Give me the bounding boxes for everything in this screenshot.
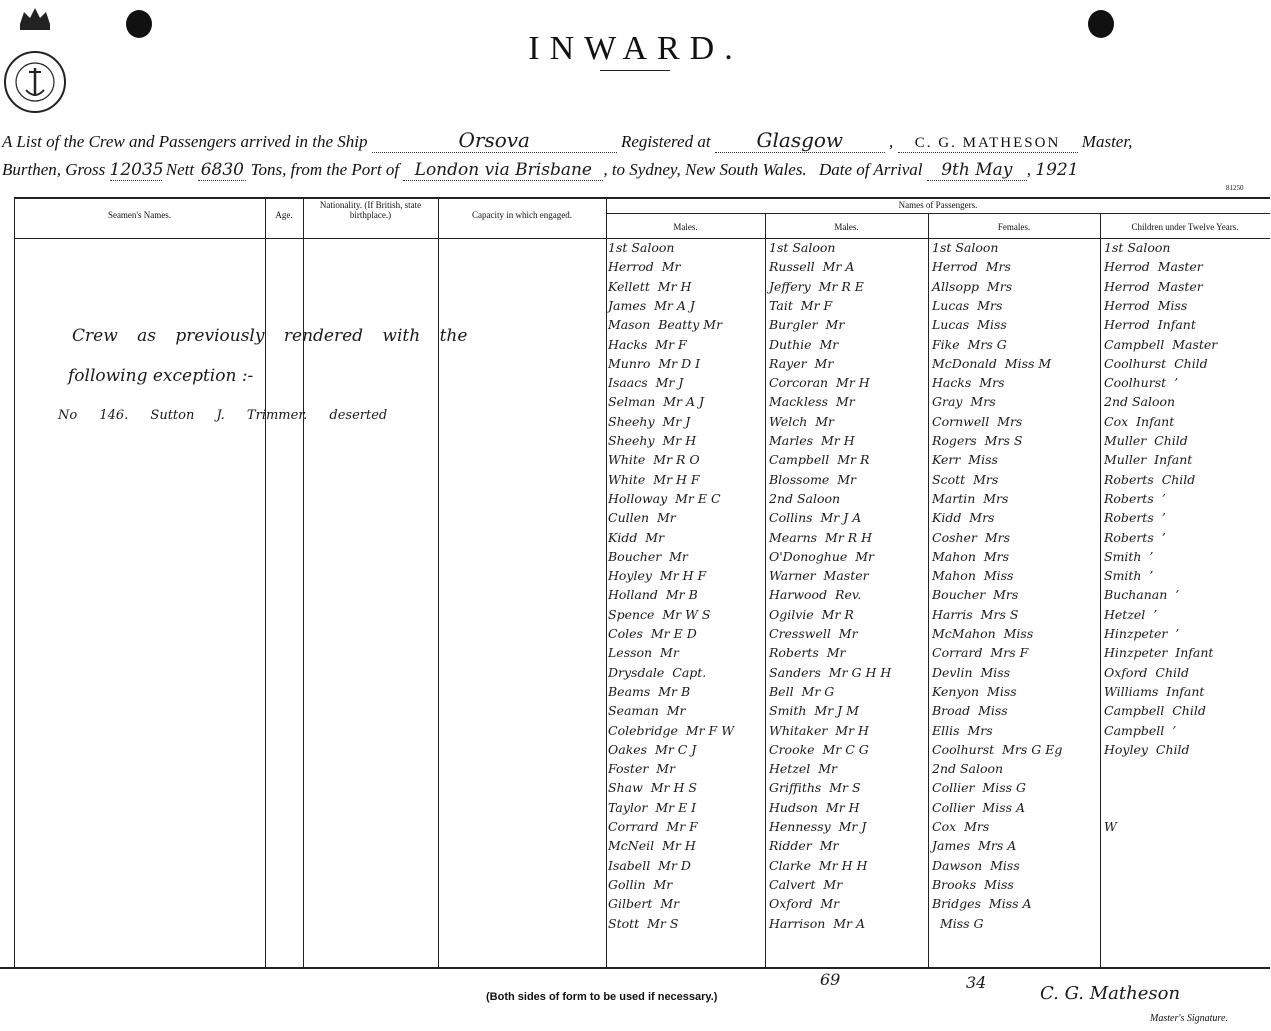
- passenger-entry: Kidd Mrs: [932, 510, 995, 526]
- table-bottom-rule: [0, 967, 1270, 969]
- passenger-entry: Harris Mrs S: [932, 606, 1019, 622]
- passenger-entry: Gray Mrs: [932, 394, 996, 410]
- passengers-header: Names of Passengers.: [898, 200, 978, 210]
- passenger-entry: Isabell Mr D: [608, 857, 691, 873]
- passenger-entry: Muller Child: [1104, 433, 1188, 448]
- gross-tons: 12035: [109, 160, 164, 180]
- passenger-entry: Kerr Miss: [932, 452, 998, 468]
- passenger-entry: Warner Master: [769, 568, 869, 584]
- seamen-names-header: Seamen's Names.: [107, 210, 172, 220]
- passenger-entry: Taylor Mr E I: [608, 799, 697, 815]
- passenger-entry: Rayer Mr: [769, 355, 834, 371]
- table-top-rule: [14, 197, 1270, 199]
- arrival-year: 1921: [1035, 160, 1079, 180]
- title-rule: [600, 70, 670, 71]
- passenger-entry: Corrard Mrs F: [932, 645, 1029, 661]
- passenger-entry: Hennessy Mr J: [769, 819, 867, 834]
- passenger-entry: Lesson Mr: [608, 645, 679, 661]
- form-code: 81250: [1226, 184, 1244, 192]
- females-header: Females.: [997, 222, 1031, 232]
- registered-at-label: Registered at: [621, 132, 711, 151]
- passenger-entry: Marles Mr H: [769, 433, 855, 448]
- passenger-entry: Hoyley Mr H F: [608, 568, 707, 584]
- passenger-entry: Burgler Mr: [769, 317, 845, 333]
- passenger-entry: Roberts ’: [1104, 510, 1166, 526]
- both-sides-note: (Both sides of form to be used if necessary.): [486, 991, 718, 1003]
- passenger-entry: Sheehy Mr J: [608, 413, 691, 429]
- passenger-entry: Harwood Rev.: [769, 587, 862, 603]
- list-prefix-label: A List of the Crew and Passengers arrived in the Ship: [2, 132, 368, 151]
- col-rule-passengers: [606, 197, 607, 968]
- passenger-entry: Lucas Miss: [932, 317, 1007, 333]
- passenger-entry: Campbell ’: [1104, 722, 1177, 738]
- passenger-entry: O'Donoghue Mr: [769, 548, 875, 564]
- passenger-entry: Hinzpeter ’: [1104, 626, 1180, 641]
- col-rule-age: [265, 197, 266, 968]
- passenger-entry: Kidd Mr: [608, 529, 665, 545]
- passenger-entry: Oxford Child: [1104, 664, 1189, 680]
- passenger-entry: Colebridge Mr F W: [608, 722, 735, 738]
- passenger-entry: Tait Mr F: [769, 297, 833, 313]
- col-rule-females: [928, 213, 929, 968]
- passenger-entry: Herrod Master: [1104, 259, 1203, 275]
- passenger-entry: Mearns Mr R H: [769, 529, 873, 545]
- passenger-entry: Coolhurst Child: [1104, 355, 1208, 371]
- passenger-entry: Smith ’: [1104, 568, 1154, 584]
- nett-label: Nett: [165, 160, 195, 179]
- passenger-entry: Bridges Miss A: [932, 896, 1032, 912]
- port-of-departure: London via Brisbane: [403, 160, 603, 181]
- passenger-entry: Hudson Mr H: [769, 799, 860, 815]
- passenger-entry: W: [1104, 819, 1117, 834]
- passenger-entry: Cox Mrs: [932, 819, 990, 834]
- passenger-entry: Ellis Mrs: [932, 722, 993, 738]
- passenger-entry: Campbell Mr R: [769, 452, 870, 468]
- passenger-entry: Calvert Mr: [769, 876, 843, 892]
- passenger-entry: Welch Mr: [769, 413, 834, 429]
- passenger-entry: Bell Mr G: [769, 683, 835, 699]
- header-bottom-rule: [14, 238, 1270, 239]
- crew-note-line-3: No 146. Sutton J. Trimmer. deserted: [58, 408, 388, 423]
- passenger-entry: Holloway Mr E C: [608, 490, 721, 506]
- passenger-entry: 2nd Saloon: [1104, 394, 1176, 410]
- passenger-entry: Gilbert Mr: [608, 896, 680, 912]
- passenger-entry: Campbell Master: [1104, 336, 1218, 352]
- passenger-entry: White Mr R O: [608, 452, 700, 468]
- col-rule-children: [1100, 213, 1101, 968]
- page-title: INWARD.: [528, 30, 743, 67]
- capacity-header: Capacity in which engaged.: [472, 210, 572, 220]
- passenger-entry: Dawson Miss: [932, 857, 1020, 873]
- passenger-entry: Cresswell Mr: [769, 626, 858, 641]
- passenger-entry: Russell Mr A: [769, 259, 855, 275]
- passenger-entry: Rogers Mrs S: [932, 433, 1023, 448]
- passenger-entry: Selman Mr A J: [608, 394, 705, 410]
- passenger-entry: Isaacs Mr J: [608, 375, 684, 391]
- passenger-entry: Seaman Mr: [608, 703, 686, 719]
- col-rule-males2: [765, 213, 766, 968]
- passenger-entry: Herrod Mr: [608, 259, 681, 275]
- passenger-entry: Drysdale Capt.: [608, 664, 707, 680]
- passenger-entry: Munro Mr D I: [608, 355, 701, 371]
- passenger-entry: Holland Mr B: [608, 587, 698, 603]
- males-header-2: Males.: [834, 222, 859, 232]
- col-rule-nationality: [303, 197, 304, 968]
- passenger-entry: Corcoran Mr H: [769, 375, 870, 391]
- passenger-entry: 2nd Saloon: [932, 761, 1004, 777]
- passenger-entry: Mackless Mr: [769, 394, 855, 410]
- passenger-entry: Buchanan ’: [1104, 587, 1180, 603]
- passenger-entry: Martin Mrs: [932, 490, 1009, 506]
- passenger-entry: 1st Saloon: [769, 240, 836, 255]
- passenger-entry: Corrard Mr F: [608, 819, 698, 834]
- passenger-entry: Mahon Mrs: [932, 548, 1010, 564]
- passenger-entry: Stott Mr S: [608, 915, 679, 931]
- col-rule-capacity: [438, 197, 439, 968]
- header-line-2: Burthen, Gross 12035 Nett 6830 Tons, from the Port of London via Brisbane , to Sydney, New South Wales. Date of Arrival 9th May , 1921: [2, 160, 1079, 180]
- passenger-entry: Collier Miss A: [932, 799, 1026, 815]
- passenger-entry: Coolhurst ’: [1104, 375, 1179, 391]
- passenger-entry: Griffiths Mr S: [769, 780, 861, 796]
- count-males: 69: [820, 970, 841, 989]
- passenger-entry: Sanders Mr G H H: [769, 664, 892, 680]
- passenger-entry: Williams Infant: [1104, 683, 1205, 699]
- arrival-day: 9th May: [927, 160, 1027, 181]
- passenger-entry: Allsopp Mrs: [932, 278, 1013, 294]
- passenger-entry: Collins Mr J A: [769, 510, 862, 526]
- burthen-label: Burthen, Gross: [2, 160, 106, 179]
- passenger-entry: Muller Infant: [1104, 452, 1193, 468]
- passenger-entry: Kenyon Miss: [932, 683, 1017, 699]
- passenger-entry: Smith ’: [1104, 548, 1154, 564]
- passenger-entry: Hinzpeter Infant: [1104, 645, 1214, 661]
- males-header-1: Males.: [673, 222, 698, 232]
- master-signature: C. G. Matheson: [1040, 983, 1181, 1004]
- header-line-1: A List of the Crew and Passengers arrived in the Ship Orsova Registered at Glasgow , C. G. MATHESON Master,: [2, 128, 1133, 152]
- passenger-entry: Miss G: [932, 915, 984, 931]
- registered-at-value: Glasgow: [715, 128, 885, 153]
- passenger-entry: Whitaker Mr H: [769, 722, 869, 738]
- passenger-entry: Boucher Mrs: [932, 587, 1019, 603]
- arrival-label: Date of Arrival: [818, 160, 923, 179]
- passenger-entry: Duthie Mr: [769, 336, 839, 352]
- age-header: Age.: [275, 210, 293, 220]
- to-sydney-label: , to Sydney, New South Wales.: [603, 160, 807, 179]
- nett-tons: 6830: [198, 160, 246, 181]
- passenger-entry: Oxford Mr: [769, 896, 840, 912]
- passenger-entry: 1st Saloon: [608, 240, 675, 255]
- passenger-entry: Broad Miss: [932, 703, 1008, 719]
- passenger-entry: Brooks Miss: [932, 876, 1014, 892]
- nationality-header: Nationality. (If British, state birthplace.): [319, 200, 422, 220]
- passenger-entry: Harrison Mr A: [769, 915, 866, 931]
- passenger-entry: Boucher Mr: [608, 548, 688, 564]
- master-name: C. G. MATHESON: [898, 135, 1078, 153]
- crew-note-line-2: following exception :-: [68, 366, 254, 386]
- passenger-entry: Hacks Mr F: [608, 336, 687, 352]
- passenger-entry: Hoyley Child: [1104, 741, 1190, 757]
- passenger-entry: Roberts ’: [1104, 529, 1166, 545]
- passenger-entry: Cullen Mr: [608, 510, 676, 526]
- passenger-entry: 1st Saloon: [1104, 240, 1171, 255]
- count-females: 34: [966, 973, 987, 992]
- passenger-entry: Herrod Master: [1104, 278, 1203, 294]
- passenger-entry: White Mr H F: [608, 471, 700, 487]
- passenger-entry: Smith Mr J M: [769, 703, 859, 719]
- passenger-entry: Coolhurst Mrs G Eg: [932, 741, 1063, 757]
- passenger-entry: Sheehy Mr H: [608, 433, 697, 448]
- passenger-entry: Roberts Mr: [769, 645, 846, 661]
- passenger-entry: James Mrs A: [932, 838, 1017, 854]
- master-label: Master,: [1081, 132, 1133, 151]
- passenger-entry: Cox Infant: [1104, 413, 1175, 429]
- passenger-entry: Crooke Mr C G: [769, 741, 869, 757]
- passenger-entry: Herrod Mrs: [932, 259, 1011, 275]
- passenger-entry: Shaw Mr H S: [608, 780, 697, 796]
- passenger-entry: Coles Mr E D: [608, 626, 697, 641]
- passenger-entry: Hacks Mrs: [932, 375, 1005, 391]
- passenger-entry: Hetzel Mr: [769, 761, 838, 777]
- tons-label: Tons, from the Port of: [250, 160, 400, 179]
- master-signature-label: Master's Signature.: [1150, 1013, 1228, 1024]
- passenger-entry: Herrod Infant: [1104, 317, 1196, 333]
- passenger-entry: McDonald Miss M: [932, 355, 1052, 371]
- passenger-entry: Jeffery Mr R E: [769, 278, 864, 294]
- passenger-entry: Clarke Mr H H: [769, 857, 868, 873]
- passenger-entry: Foster Mr: [608, 761, 676, 777]
- passenger-entry: Collier Miss G: [932, 780, 1026, 796]
- passenger-entry: 1st Saloon: [932, 240, 999, 255]
- passenger-entry: Campbell Child: [1104, 703, 1206, 719]
- passenger-entry: Mahon Miss: [932, 568, 1014, 584]
- children-header: Children under Twelve Years.: [1131, 222, 1239, 232]
- passenger-entry: Lucas Mrs: [932, 297, 1003, 313]
- ship-name: Orsova: [372, 128, 617, 153]
- passenger-entry: Cornwell Mrs: [932, 413, 1023, 429]
- passenger-entry: Herrod Miss: [1104, 297, 1188, 313]
- passenger-entry: Hetzel ’: [1104, 606, 1158, 622]
- passenger-entry: Roberts Child: [1104, 471, 1196, 487]
- passenger-entry: Devlin Miss: [932, 664, 1011, 680]
- passenger-entry: Beams Mr B: [608, 683, 691, 699]
- passengers-header-rule: [606, 213, 1270, 214]
- crew-note-line-1: Crew as previously rendered with the: [72, 326, 468, 346]
- col-rule-left: [14, 197, 15, 968]
- passenger-entry: Spence Mr W S: [608, 606, 711, 622]
- passenger-entry: Scott Mrs: [932, 471, 999, 487]
- passenger-entry: Fike Mrs G: [932, 336, 1007, 352]
- passenger-entry: 2nd Saloon: [769, 490, 841, 506]
- passenger-entry: Ridder Mr: [769, 838, 839, 854]
- passenger-entry: James Mr A J: [608, 297, 695, 313]
- passenger-entry: Oakes Mr C J: [608, 741, 697, 757]
- passenger-entry: McNeil Mr H: [608, 838, 696, 854]
- passenger-entry: Kellett Mr H: [608, 278, 692, 294]
- passenger-entry: Blossome Mr: [769, 471, 857, 487]
- passenger-entry: Roberts ’: [1104, 490, 1166, 506]
- passenger-entry: Ogilvie Mr R: [769, 606, 854, 622]
- passenger-entry: Gollin Mr: [608, 876, 673, 892]
- passenger-entry: McMahon Miss: [932, 626, 1034, 641]
- passenger-entry: Mason Beatty Mr: [608, 317, 723, 333]
- passenger-entry: Cosher Mrs: [932, 529, 1011, 545]
